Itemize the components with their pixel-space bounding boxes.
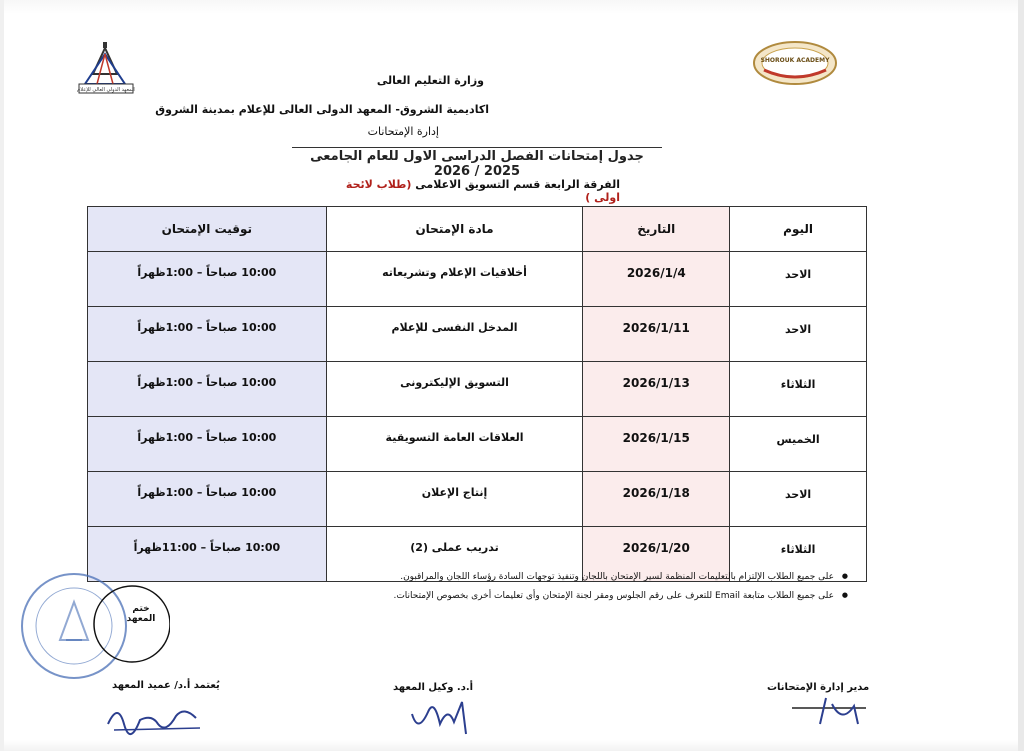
institute-logo-text: المعهد الدولي العالي للإعلام <box>77 87 135 93</box>
cell-subject: التسويق الإليكترونى <box>400 376 509 389</box>
exam-schedule-table <box>87 206 867 582</box>
cell-date: 2026/1/15 <box>622 431 690 445</box>
academy-name: اكاديمية الشروق- المعهد الدولى العالى للإعلام بمدينة الشروق <box>155 103 489 116</box>
ministry-name: وزارة التعليم العالى <box>376 74 484 87</box>
header-time: توقيت الإمتحان <box>88 207 327 252</box>
note-item: ● على جميع الطلاب الإلتزام بالتعليمات المنظمة لسير الإمتحان باللجان وتنفيذ توجهات السادة رؤساء اللجان والمراقبون. <box>330 572 834 582</box>
page-edge-right <box>1018 0 1024 751</box>
subtitle <box>330 178 620 204</box>
cell-date: 2026/1/18 <box>622 486 690 500</box>
academy-logo <box>752 40 838 86</box>
title-rule <box>292 147 662 148</box>
cell-day: الثلاثاء <box>780 378 816 391</box>
cell-day: الاحد <box>784 488 812 501</box>
exams-director-signature-label: مدير إدارة الإمتحانات <box>767 682 870 693</box>
vice-dean-signature-label: أ.د. وكيل المعهد <box>393 682 474 693</box>
institute-logo <box>75 40 137 95</box>
cell-day: الاحد <box>784 323 812 336</box>
cell-date: 2026/1/11 <box>622 321 690 335</box>
cell-subject: المدخل النفسى للإعلام <box>391 321 518 334</box>
cell-date: 2026/1/4 <box>626 266 686 280</box>
vice-dean-signature <box>404 694 484 744</box>
table-row <box>88 472 867 527</box>
note-item: ● على جميع الطلاب متابعة Email للتعرف على رقم الجلوس ومقر لجنة الإمتحان وأى تعليمات أخرى بخصوص الإمتحانات. <box>330 591 834 601</box>
table-row <box>88 252 867 307</box>
header-date: التاريخ <box>583 207 730 252</box>
cell-time: 10:00 صباحاً – 1:00ظهراً <box>137 486 277 499</box>
header-day: اليوم <box>730 207 867 252</box>
cell-time: 10:00 صباحاً – 1:00ظهراً <box>137 376 277 389</box>
header-subject: مادة الإمتحان <box>326 207 583 252</box>
department-name: إدارة الإمتحانات <box>367 125 439 138</box>
cell-time: 10:00 صباحاً – 1:00ظهراً <box>137 321 277 334</box>
subtitle-regulation: (طلاب لائحة اولى ) <box>345 178 620 204</box>
page-edge-left <box>0 0 4 751</box>
academy-logo-text: SHOROUK ACADEMY <box>760 57 830 64</box>
table-row <box>88 362 867 417</box>
subtitle-group: الفرقة الرابعة قسم التسويق الاعلامى <box>415 178 620 191</box>
cell-day: الخميس <box>776 433 820 446</box>
table-header-row <box>88 207 867 252</box>
cell-subject: إنتاج الإعلان <box>421 486 488 499</box>
cell-date: 2026/1/20 <box>622 541 690 555</box>
cell-day: الثلاثاء <box>780 543 816 556</box>
cell-subject: تدريب عملى (2) <box>410 541 499 554</box>
cell-day: الاحد <box>784 268 812 281</box>
table-row <box>88 307 867 362</box>
cell-date: 2026/1/13 <box>622 376 690 390</box>
cell-subject: أخلاقيات الإعلام وتشريعاته <box>382 266 527 279</box>
table-row <box>88 417 867 472</box>
page-title: جدول إمتحانات الفصل الدراسى الاول للعام الجامعى 2025 / 2026 <box>310 149 644 179</box>
cell-time: 10:00 صباحاً – 1:00ظهراً <box>137 431 277 444</box>
stamp-label: ختم المعهد <box>126 604 156 624</box>
dean-signature <box>100 694 210 744</box>
notes <box>330 572 850 610</box>
institute-stamp <box>20 568 170 680</box>
dean-signature-label: يُعتمد أ.د/ عميد المعهد <box>112 680 220 691</box>
exams-director-signature <box>786 694 876 738</box>
cell-time: 10:00 صباحاً – 11:00ظهراً <box>133 541 281 554</box>
cell-time: 10:00 صباحاً – 1:00ظهراً <box>137 266 277 279</box>
cell-subject: العلاقات العامة التسويقية <box>385 431 524 444</box>
